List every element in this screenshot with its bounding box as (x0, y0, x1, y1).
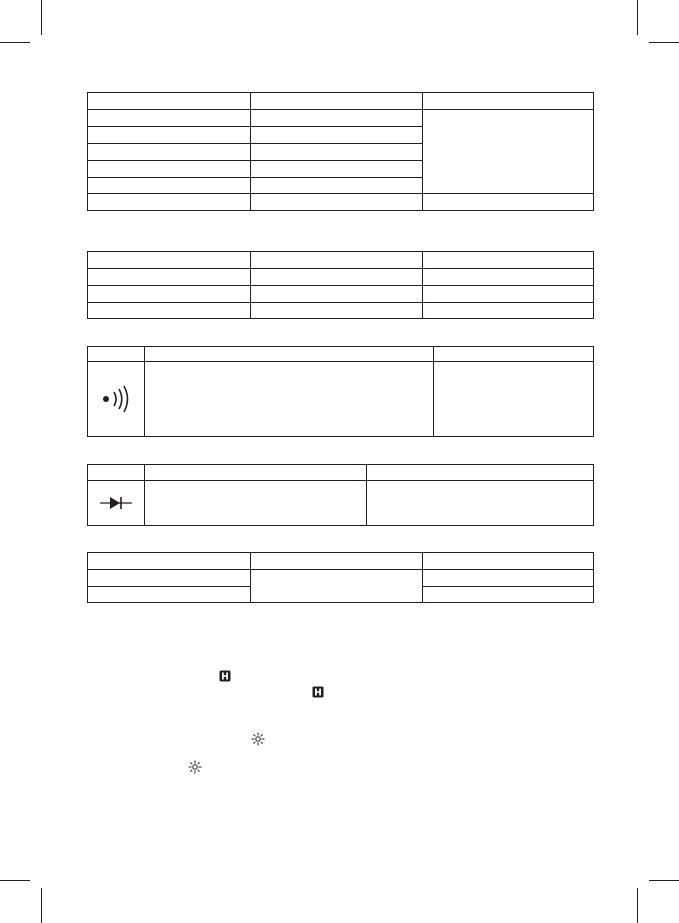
table-cell (88, 347, 145, 362)
second-table (87, 251, 594, 319)
table-row (88, 362, 594, 437)
crop-mark-top-left-vertical (41, 0, 42, 35)
crop-mark-top-right-vertical (637, 0, 638, 35)
table-cell (88, 570, 251, 587)
table-cell (423, 194, 594, 211)
crop-mark-bottom-left-vertical (41, 888, 42, 923)
crop-mark-bottom-right-vertical (637, 888, 638, 923)
table-cell (88, 144, 251, 161)
crop-mark-top-right-horizontal (649, 42, 679, 43)
table-cell (88, 553, 251, 570)
table-cell (367, 465, 594, 481)
symbol-cell (88, 481, 145, 526)
table-cell (251, 286, 423, 303)
table-cell (251, 303, 423, 319)
table-row (88, 481, 594, 526)
crop-mark-top-left-horizontal (0, 42, 30, 43)
table-row (88, 252, 594, 269)
table-cell (423, 587, 594, 603)
table-row (88, 465, 594, 481)
last-table (87, 552, 594, 603)
table-cell (88, 93, 251, 110)
diode-table (87, 464, 594, 526)
table-row (88, 93, 594, 110)
table-cell (251, 553, 423, 570)
backlight-sun-icon (188, 760, 202, 774)
table-cell (423, 252, 594, 269)
table-row (88, 303, 594, 319)
table-cell (251, 127, 423, 144)
table-row (88, 553, 594, 570)
table-cell (251, 93, 423, 110)
table-cell (423, 570, 594, 587)
backlight-sun-icon (251, 732, 265, 746)
table-cell (88, 269, 251, 286)
table-cell (251, 252, 423, 269)
table-cell (423, 286, 594, 303)
table-row (88, 347, 594, 362)
table-cell-merged (251, 570, 423, 603)
table-cell (145, 347, 434, 362)
table-cell (88, 110, 251, 127)
table-cell (251, 269, 423, 286)
table-cell (423, 93, 594, 110)
table-cell (88, 587, 251, 603)
table-cell (88, 465, 145, 481)
continuity-table (87, 346, 594, 437)
table-cell (88, 178, 251, 194)
table-cell (145, 481, 367, 526)
diode-icon (98, 494, 134, 512)
table-row (88, 570, 594, 587)
table-cell (251, 161, 423, 178)
table-cell (88, 161, 251, 178)
table-cell (423, 553, 594, 570)
table-cell (88, 252, 251, 269)
table-cell (88, 286, 251, 303)
sound-waves-icon (100, 384, 132, 414)
table-cell-merged (423, 110, 594, 194)
table-cell (251, 110, 423, 127)
table-cell (251, 144, 423, 161)
table-row (88, 269, 594, 286)
table-cell (251, 194, 423, 211)
table-row (88, 110, 594, 127)
range-table (87, 92, 594, 211)
table-cell (367, 481, 594, 526)
table-cell (434, 362, 594, 437)
table-row (88, 286, 594, 303)
hold-h-icon (219, 670, 231, 682)
symbol-cell (88, 362, 145, 437)
table-cell (145, 465, 367, 481)
table-cell (88, 194, 251, 211)
table-cell (88, 127, 251, 144)
hold-h-icon (312, 686, 324, 698)
table-cell (434, 347, 594, 362)
table-cell (88, 303, 251, 319)
table-cell (251, 178, 423, 194)
table-cell (145, 362, 434, 437)
crop-mark-bottom-right-horizontal (649, 880, 679, 881)
table-cell (423, 269, 594, 286)
table-cell (423, 303, 594, 319)
crop-mark-bottom-left-horizontal (0, 880, 30, 881)
table-row (88, 194, 594, 211)
